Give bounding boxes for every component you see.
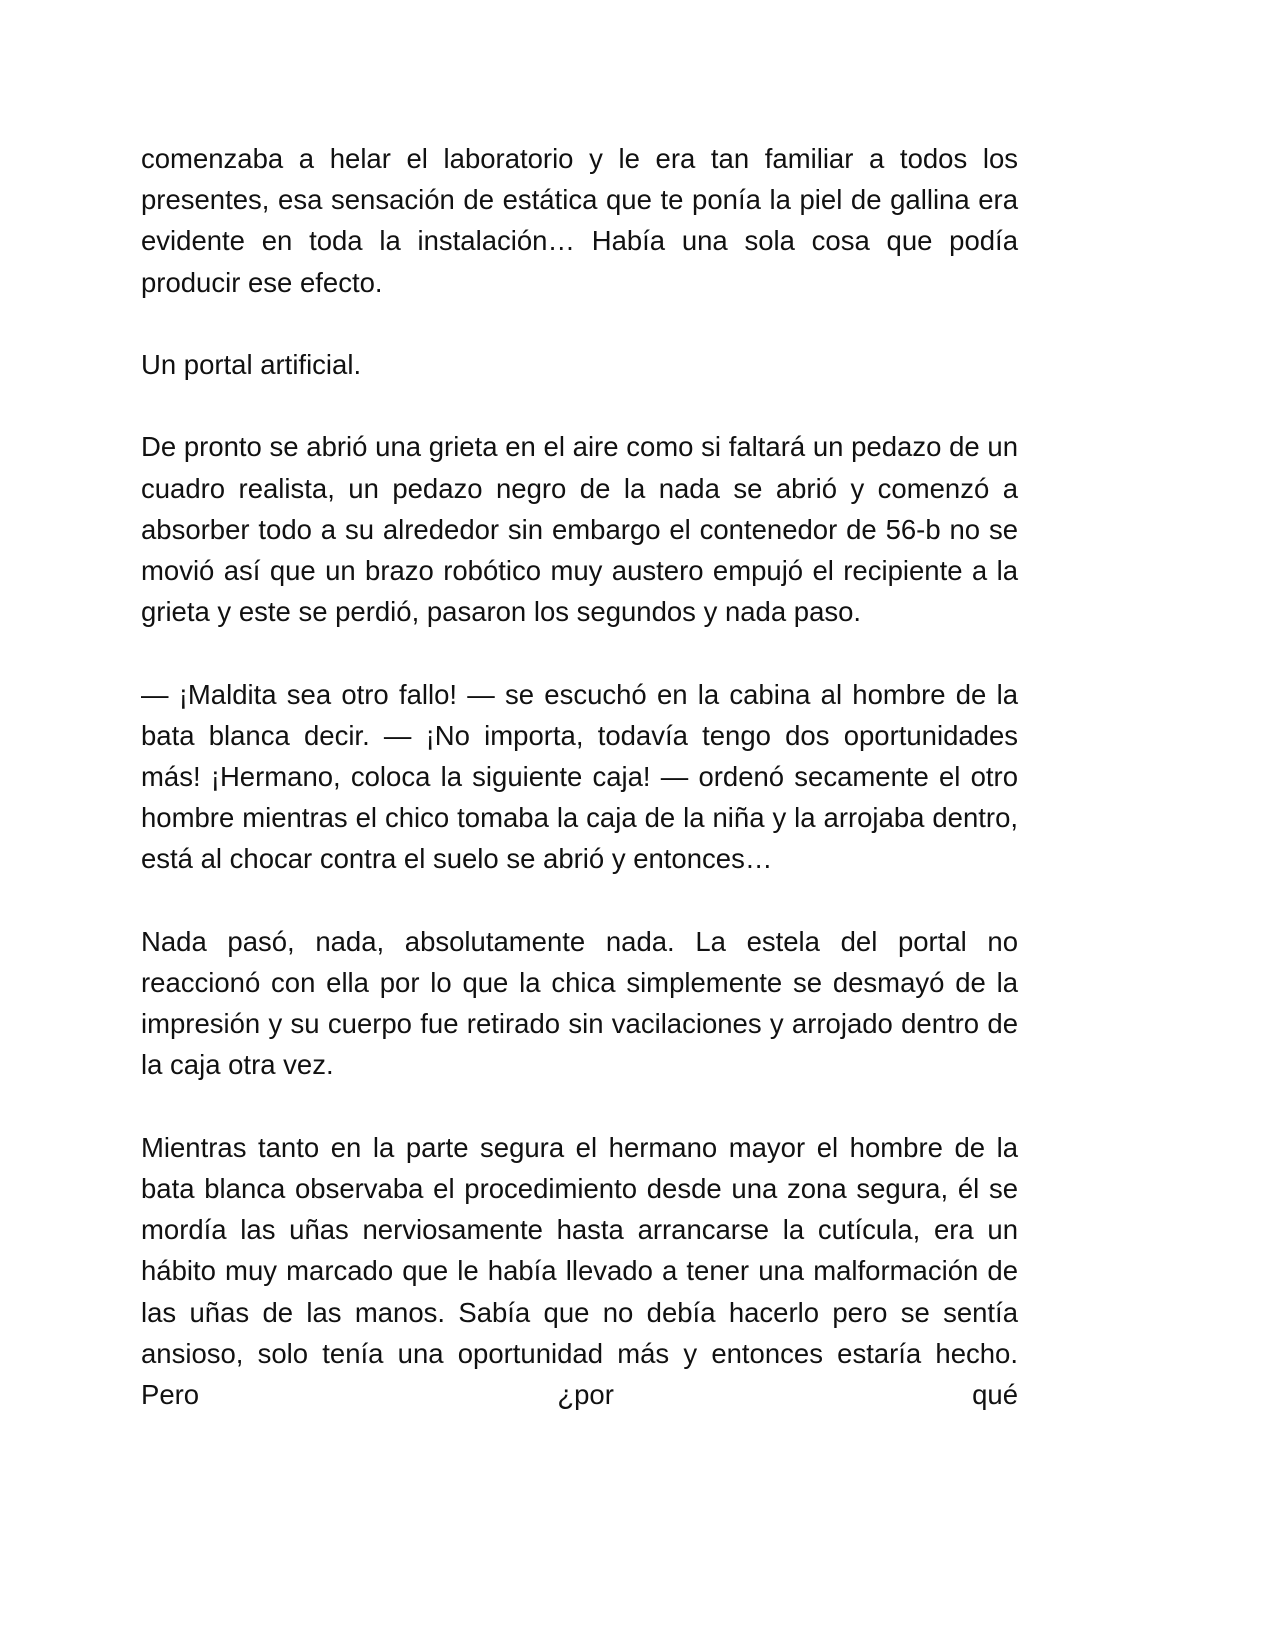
paragraph-4: — ¡Maldita sea otro fallo! — se escuchó en la cabina al hombre de la bata blanca decir. — ¡No importa, todavía tengo dos oportunidades más! ¡Hermano, coloca la siguiente caja! — ordenó secamente el otro hombre mientras el chico tomaba la caja de la niña y la arrojaba dentro, está al chocar contra el suelo se abrió y entonces…	[141, 678, 1018, 875]
paragraph-1: comenzaba a helar el laboratorio y le era tan familiar a todos los presentes, esa sensación de estática que te ponía la piel de gallina era evidente en toda la instalación… Había una sola cosa que podía producir ese efecto.	[141, 143, 1018, 298]
paragraph-2: Un portal artificial.	[141, 349, 362, 380]
paragraph-6: Mientras tanto en la parte segura el hermano mayor el hombre de la bata blanca observaba el procedimiento desde una zona segura, él se mordía las uñas nerviosamente hasta arrancarse la cutícula, era un hábito muy marcado que le había llevado a tener una malformación de las uñas de las manos. Sabía que no debía hacerlo pero se sentía ansioso, solo tenía una oportunidad más y entonces estaría hecho. Pero ¿por qué	[141, 1131, 1018, 1411]
paragraph-3: De pronto se abrió una grieta en el aire como si faltará un pedazo de un cuadro realista, un pedazo negro de la nada se abrió y comenzó a absorber todo a su alrededor sin embargo el contenedor de 56-b no se movió así que un brazo robótico muy austero empujó el recipiente a la grieta y este se perdió, pasaron los segundos y nada paso.	[141, 431, 1018, 628]
document-page	[141, 138, 1018, 1415]
paragraph-5: Nada pasó, nada, absolutamente nada. La estela del portal no reaccionó con ella por lo que la chica simplemente se desmayó de la impresión y su cuerpo fue retirado sin vacilaciones y arrojado dentro de la caja otra vez.	[141, 925, 1018, 1081]
